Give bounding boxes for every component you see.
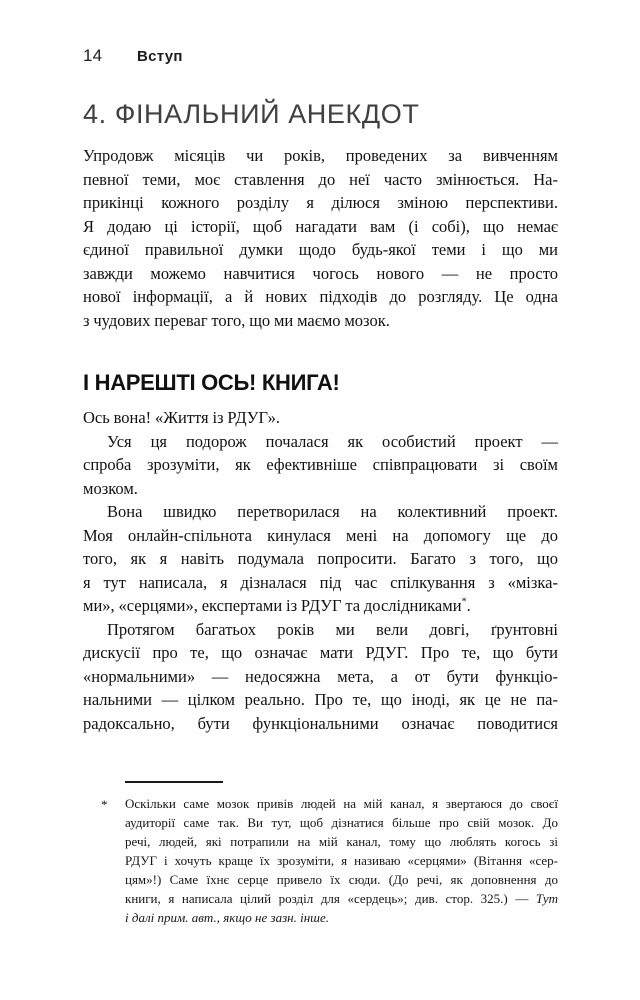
text-line: єдиної правильної думки щодо будь-якої теми і що ми (83, 240, 558, 259)
author-note-italic: Тут (535, 890, 558, 906)
subheading-book: І НАРЕШТІ ОСЬ! КНИГА! (83, 370, 340, 395)
text-line: Я додаю ці історії, щоб нагадати вам (і собі), що немає (83, 216, 558, 236)
text-line: того, як я навіть подумала попросити. Багато з того, що (83, 549, 558, 568)
text-line: Моя онлайн-спільнота кинулася мені на допомогу ще до (83, 525, 558, 545)
text-line: аудиторії саме так. Ви тут, щоб дізнатися більше про свій мозок. До (125, 814, 558, 830)
text-line (125, 908, 558, 927)
text-line: Протягом багатьох років ми вели довгі, ґрунтовні (107, 619, 558, 639)
chapter-title: Вступ (137, 48, 183, 65)
footnote-body (83, 794, 558, 927)
footnote-marker: * (101, 796, 108, 812)
text-line: нової інформації, а й нових підходів до розгляду. Це одна (83, 287, 558, 306)
text-line: цям»!) Саме їхнє серце привело їх сюди. (До речі, як доповнення до (125, 871, 558, 887)
footnote-reference-asterisk: * (461, 596, 467, 608)
text-line: Упродовж місяців чи років, проведених за вивченням (83, 146, 558, 165)
paragraph-discussions (83, 618, 558, 736)
text-line: книги, я написала цілий розділ для «сердець»; див. стор. 325.) — Тут (125, 890, 558, 906)
text-line: речі, людей, які потрапили на мій канал, тому що люблять когось зі (125, 833, 558, 849)
text-line: Уся ця подорож почалася як особистий проект — (107, 431, 558, 451)
text-line: завжди можемо навчитися чогось нового — не просто (83, 263, 558, 283)
text-line: з чудових переваг того, що ми маємо мозок. (83, 310, 390, 330)
paragraph-collective-project (83, 500, 558, 618)
text-line: Ось вона! «Життя із РДУГ». (83, 408, 280, 427)
paragraph-here-it-is (83, 406, 558, 430)
text-line: дискусії про те, що означає мати РДУГ. Про те, що бути (83, 643, 558, 662)
text-line: мозком. (83, 478, 138, 498)
text-line: прикінці кожного розділу я ділюся зміною перспективи. (83, 193, 558, 212)
footnote-separator-rule (125, 781, 223, 783)
text-line: «нормальними» — недосяжна мета, а от бути функціо- (83, 666, 558, 686)
page-number: 14 (83, 46, 103, 65)
text-line: Вона швидко перетворилася на колективний проект. (107, 502, 558, 521)
section-heading: 4. ФІНАЛЬНИЙ АНЕКДОТ (83, 99, 420, 129)
text-line: Оскільки саме мозок привів людей на мій канал, я звертаюся до своєї (125, 795, 558, 811)
running-header (83, 46, 558, 63)
paragraph-personal-project (83, 430, 558, 501)
text-line: нальними — цілком реально. Про те, що іноді, як це не па- (83, 690, 558, 709)
paragraph-final-anecdote (83, 144, 558, 332)
text-line: радоксально, бути функціональними означає поводитися (83, 713, 558, 733)
text-line: спроба зрозуміти, як ефективніше співпрацювати зі своїм (83, 455, 558, 474)
footnote (83, 781, 558, 927)
footnote-text (125, 794, 558, 927)
text-line: я тут написала, я дізналася під час спілкування з «мізка- (83, 572, 558, 592)
text-line: ми», «серцями», експертами із РДУГ та дослідниками*. (83, 596, 471, 615)
author-note-italic: і далі прим. авт., якщо не зазн. інше. (125, 909, 330, 925)
text-line: певної теми, моє ставлення до неї часто змінюється. На- (83, 169, 558, 189)
text-line: РДУГ і хочуть краще їх зрозуміти, я називаю «серцями» (Вітання «сер- (125, 852, 558, 868)
